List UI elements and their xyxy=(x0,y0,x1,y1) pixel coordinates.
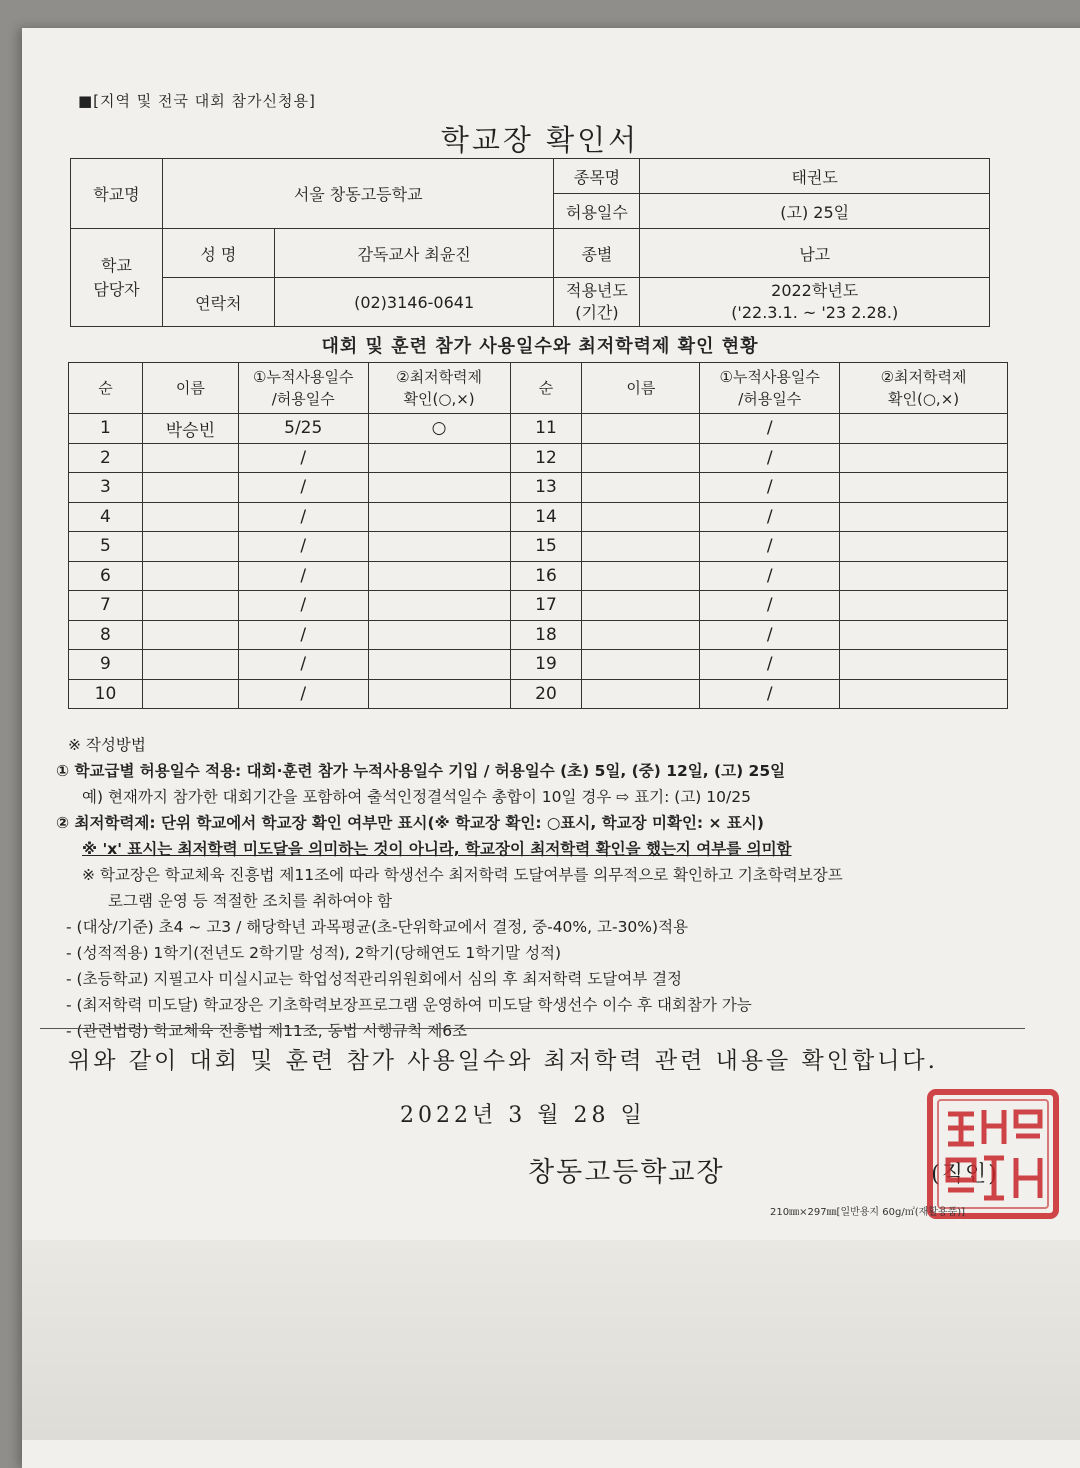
cell-no: 6 xyxy=(69,561,143,591)
days-value: (고) 25일 xyxy=(640,194,990,229)
cell-name xyxy=(582,650,700,680)
year-value xyxy=(640,278,990,327)
cell-name xyxy=(582,502,700,532)
cell-check xyxy=(368,679,510,709)
cell-check xyxy=(368,650,510,680)
cell-no: 8 xyxy=(69,620,143,650)
col-days-right xyxy=(700,363,840,414)
cell-check xyxy=(368,443,510,473)
cell-no: 12 xyxy=(510,443,582,473)
note-2: ② 최저학력제: 단위 학교에서 학교장 확인 여부만 표시(※ 학교장 확인: ○표시, 학교장 미확인: × 표시) xyxy=(56,814,764,832)
issue-date: 2022년 3 월 28 일 xyxy=(400,1103,646,1128)
cell-days: / xyxy=(700,561,840,591)
notes-heading: ※ 작성방법 xyxy=(68,736,146,754)
contact-label: 연락처 xyxy=(162,278,274,327)
cell-no: 17 xyxy=(510,591,582,621)
cell-no: 15 xyxy=(510,532,582,562)
cell-name xyxy=(142,443,238,473)
divider xyxy=(40,1028,1025,1029)
year-label-line1: 적용년도 xyxy=(566,281,628,300)
instructions xyxy=(56,732,1036,1044)
col-days-line1: ①누적사용일수 xyxy=(253,368,354,386)
manager-label-line1: 학교 xyxy=(100,255,132,275)
cell-name xyxy=(582,561,700,591)
cell-name xyxy=(142,473,238,503)
col-check xyxy=(368,363,510,414)
days-label: 허용일수 xyxy=(554,194,640,229)
cell-name xyxy=(582,443,700,473)
cell-name xyxy=(142,620,238,650)
manager-label xyxy=(71,229,163,327)
table-row xyxy=(69,473,1008,503)
paper-spec: 210㎜×297㎜[일반용지 60g/㎡(재활용품)] xyxy=(770,1207,966,1218)
cell-check xyxy=(840,532,1008,562)
manager-label-line2: 담당자 xyxy=(93,279,140,299)
table-row xyxy=(69,502,1008,532)
table-row xyxy=(69,679,1008,709)
col-check-right-line2: 확인(○,×) xyxy=(888,390,960,408)
table-row xyxy=(69,620,1008,650)
cell-days: / xyxy=(238,532,368,562)
cell-no: 7 xyxy=(69,591,143,621)
contact-value: (02)3146-0641 xyxy=(274,278,554,327)
col-no-right: 순 xyxy=(510,363,582,414)
cell-name xyxy=(582,473,700,503)
note-1: ① 학교급별 허용일수 적용: 대회·훈련 참가 누적사용일수 기입 / 허용일수 (초) 5일, (중) 12일, (고) 25일 xyxy=(56,762,786,780)
detail-4: - (최저학력 미도달) 학교장은 기초학력보장프로그램 운영하여 미도달 학생선수 이수 후 대회참가 가능 xyxy=(66,996,752,1014)
cell-name xyxy=(582,620,700,650)
cell-name: 박승빈 xyxy=(142,414,238,444)
col-name-right: 이름 xyxy=(582,363,700,414)
cell-check xyxy=(840,650,1008,680)
note-1-example: 예) 현재까지 참가한 대회기간을 포함하여 출석인정결석일수 총합이 10일 경우 ⇨ 표기: (고) 10/25 xyxy=(82,788,751,806)
cell-name xyxy=(582,532,700,562)
cell-days: / xyxy=(238,443,368,473)
col-check-line1: ②최저학력제 xyxy=(396,368,483,386)
detail-1: - (대상/기준) 초4 ~ 고3 / 해당학년 과목평균(초-단위학교에서 결정, 중-40%, 고-30%)적용 xyxy=(66,918,689,936)
name-value: 감독교사 최윤진 xyxy=(274,229,554,278)
detail-5: - (관련법령) 학교체육 진흥법 제11조, 동법 시행규칙 제6조 xyxy=(66,1022,468,1040)
cell-check xyxy=(840,679,1008,709)
cell-check: ○ xyxy=(368,414,510,444)
cell-check xyxy=(840,502,1008,532)
cell-no: 1 xyxy=(69,414,143,444)
cell-no: 16 xyxy=(510,561,582,591)
cell-days: / xyxy=(700,679,840,709)
cell-check xyxy=(368,561,510,591)
cell-no: 2 xyxy=(69,443,143,473)
gender-label: 종별 xyxy=(554,229,640,278)
cell-days: / xyxy=(700,473,840,503)
cell-no: 4 xyxy=(69,502,143,532)
cell-days: / xyxy=(700,591,840,621)
cell-check xyxy=(368,502,510,532)
cell-days: / xyxy=(238,502,368,532)
status-header-row xyxy=(69,363,1008,414)
cell-no: 20 xyxy=(510,679,582,709)
table-row xyxy=(69,443,1008,473)
info-table xyxy=(70,158,990,327)
table-row xyxy=(69,591,1008,621)
signer-title: 창동고등학교장 xyxy=(528,1157,725,1188)
gender-value: 남고 xyxy=(640,229,990,278)
cell-check xyxy=(840,443,1008,473)
note-2-b: ※ 학교장은 학교체육 진흥법 제11조에 따라 학생선수 최저학력 도달여부를 의무적으로 확인하고 기초학력보장프 xyxy=(82,866,843,884)
year-label xyxy=(554,278,640,327)
cell-check xyxy=(368,620,510,650)
cell-days: / xyxy=(700,502,840,532)
sport-value: 태권도 xyxy=(640,159,990,194)
school-value: 서울 창동고등학교 xyxy=(162,159,554,229)
col-days-right-line1: ①누적사용일수 xyxy=(719,368,820,386)
school-label: 학교명 xyxy=(71,159,163,229)
col-days-right-line2: /허용일수 xyxy=(738,390,802,408)
cell-days: 5/25 xyxy=(238,414,368,444)
document-title: 학교장 확인서 xyxy=(440,123,640,157)
status-table xyxy=(68,362,1008,709)
sport-label: 종목명 xyxy=(554,159,640,194)
cell-no: 10 xyxy=(69,679,143,709)
cell-no: 3 xyxy=(69,473,143,503)
table-row xyxy=(69,532,1008,562)
cell-days: / xyxy=(700,443,840,473)
status-title: 대회 및 훈련 참가 사용일수와 최저학력제 확인 현황 xyxy=(321,336,759,357)
cell-days: / xyxy=(700,532,840,562)
cell-no: 14 xyxy=(510,502,582,532)
cell-days: / xyxy=(238,561,368,591)
official-seal-icon xyxy=(926,1088,1060,1220)
cell-days: / xyxy=(700,650,840,680)
cell-name xyxy=(142,502,238,532)
cell-check xyxy=(840,414,1008,444)
table-row xyxy=(69,561,1008,591)
year-value-line2: ('22.3.1. ~ '23 2.28.) xyxy=(731,303,899,322)
cell-days: / xyxy=(700,620,840,650)
cell-days: / xyxy=(238,473,368,503)
table-row xyxy=(69,650,1008,680)
table-row xyxy=(69,414,1008,444)
cell-no: 13 xyxy=(510,473,582,503)
col-name: 이름 xyxy=(142,363,238,414)
cell-name xyxy=(142,591,238,621)
col-days-line2: /허용일수 xyxy=(271,390,335,408)
cell-no: 19 xyxy=(510,650,582,680)
cell-check xyxy=(840,620,1008,650)
cell-no: 11 xyxy=(510,414,582,444)
cell-days: / xyxy=(238,591,368,621)
cell-name xyxy=(582,414,700,444)
cell-check xyxy=(840,591,1008,621)
name-label: 성 명 xyxy=(162,229,274,278)
year-label-line2: (기간) xyxy=(575,303,619,322)
cell-days: / xyxy=(238,679,368,709)
cell-name xyxy=(142,532,238,562)
cell-name xyxy=(142,679,238,709)
confirm-statement: 위와 같이 대회 및 훈련 참가 사용일수와 최저학력 관련 내용을 확인합니다. xyxy=(68,1048,938,1074)
col-no: 순 xyxy=(69,363,143,414)
cell-check xyxy=(840,473,1008,503)
year-value-line1: 2022학년도 xyxy=(771,281,859,300)
cell-no: 18 xyxy=(510,620,582,650)
cell-days: / xyxy=(700,414,840,444)
cell-days: / xyxy=(238,620,368,650)
cell-days: / xyxy=(238,650,368,680)
note-2-a: ※ 'x' 표시는 최저학력 미도달을 의미하는 것이 아니라, 학교장이 최저학력 확인을 했는지 여부를 의미함 xyxy=(82,840,792,858)
cell-no: 5 xyxy=(69,532,143,562)
detail-2: - (성적적용) 1학기(전년도 2학기말 성적), 2학기(당해연도 1학기말 성적) xyxy=(66,944,562,962)
cell-check xyxy=(368,532,510,562)
cell-no: 9 xyxy=(69,650,143,680)
cell-name xyxy=(142,561,238,591)
cell-name xyxy=(582,679,700,709)
cell-check xyxy=(368,591,510,621)
detail-3: - (초등학교) 지필고사 미실시교는 학업성적관리위원회에서 심의 후 최저학력 도달여부 결정 xyxy=(66,970,683,988)
cell-check xyxy=(368,473,510,503)
col-days xyxy=(238,363,368,414)
note-2-b-cont: 로그램 운영 등 적절한 조치를 취하여야 함 xyxy=(108,892,393,910)
col-check-right xyxy=(840,363,1008,414)
col-check-line2: 확인(○,×) xyxy=(403,390,475,408)
col-check-right-line1: ②최저학력제 xyxy=(880,368,967,386)
seal-mark: (직인) xyxy=(931,1162,999,1187)
cell-name xyxy=(582,591,700,621)
cell-check xyxy=(840,561,1008,591)
form-tag: ■[지역 및 전국 대회 참가신청용] xyxy=(78,92,316,110)
cell-name xyxy=(142,650,238,680)
